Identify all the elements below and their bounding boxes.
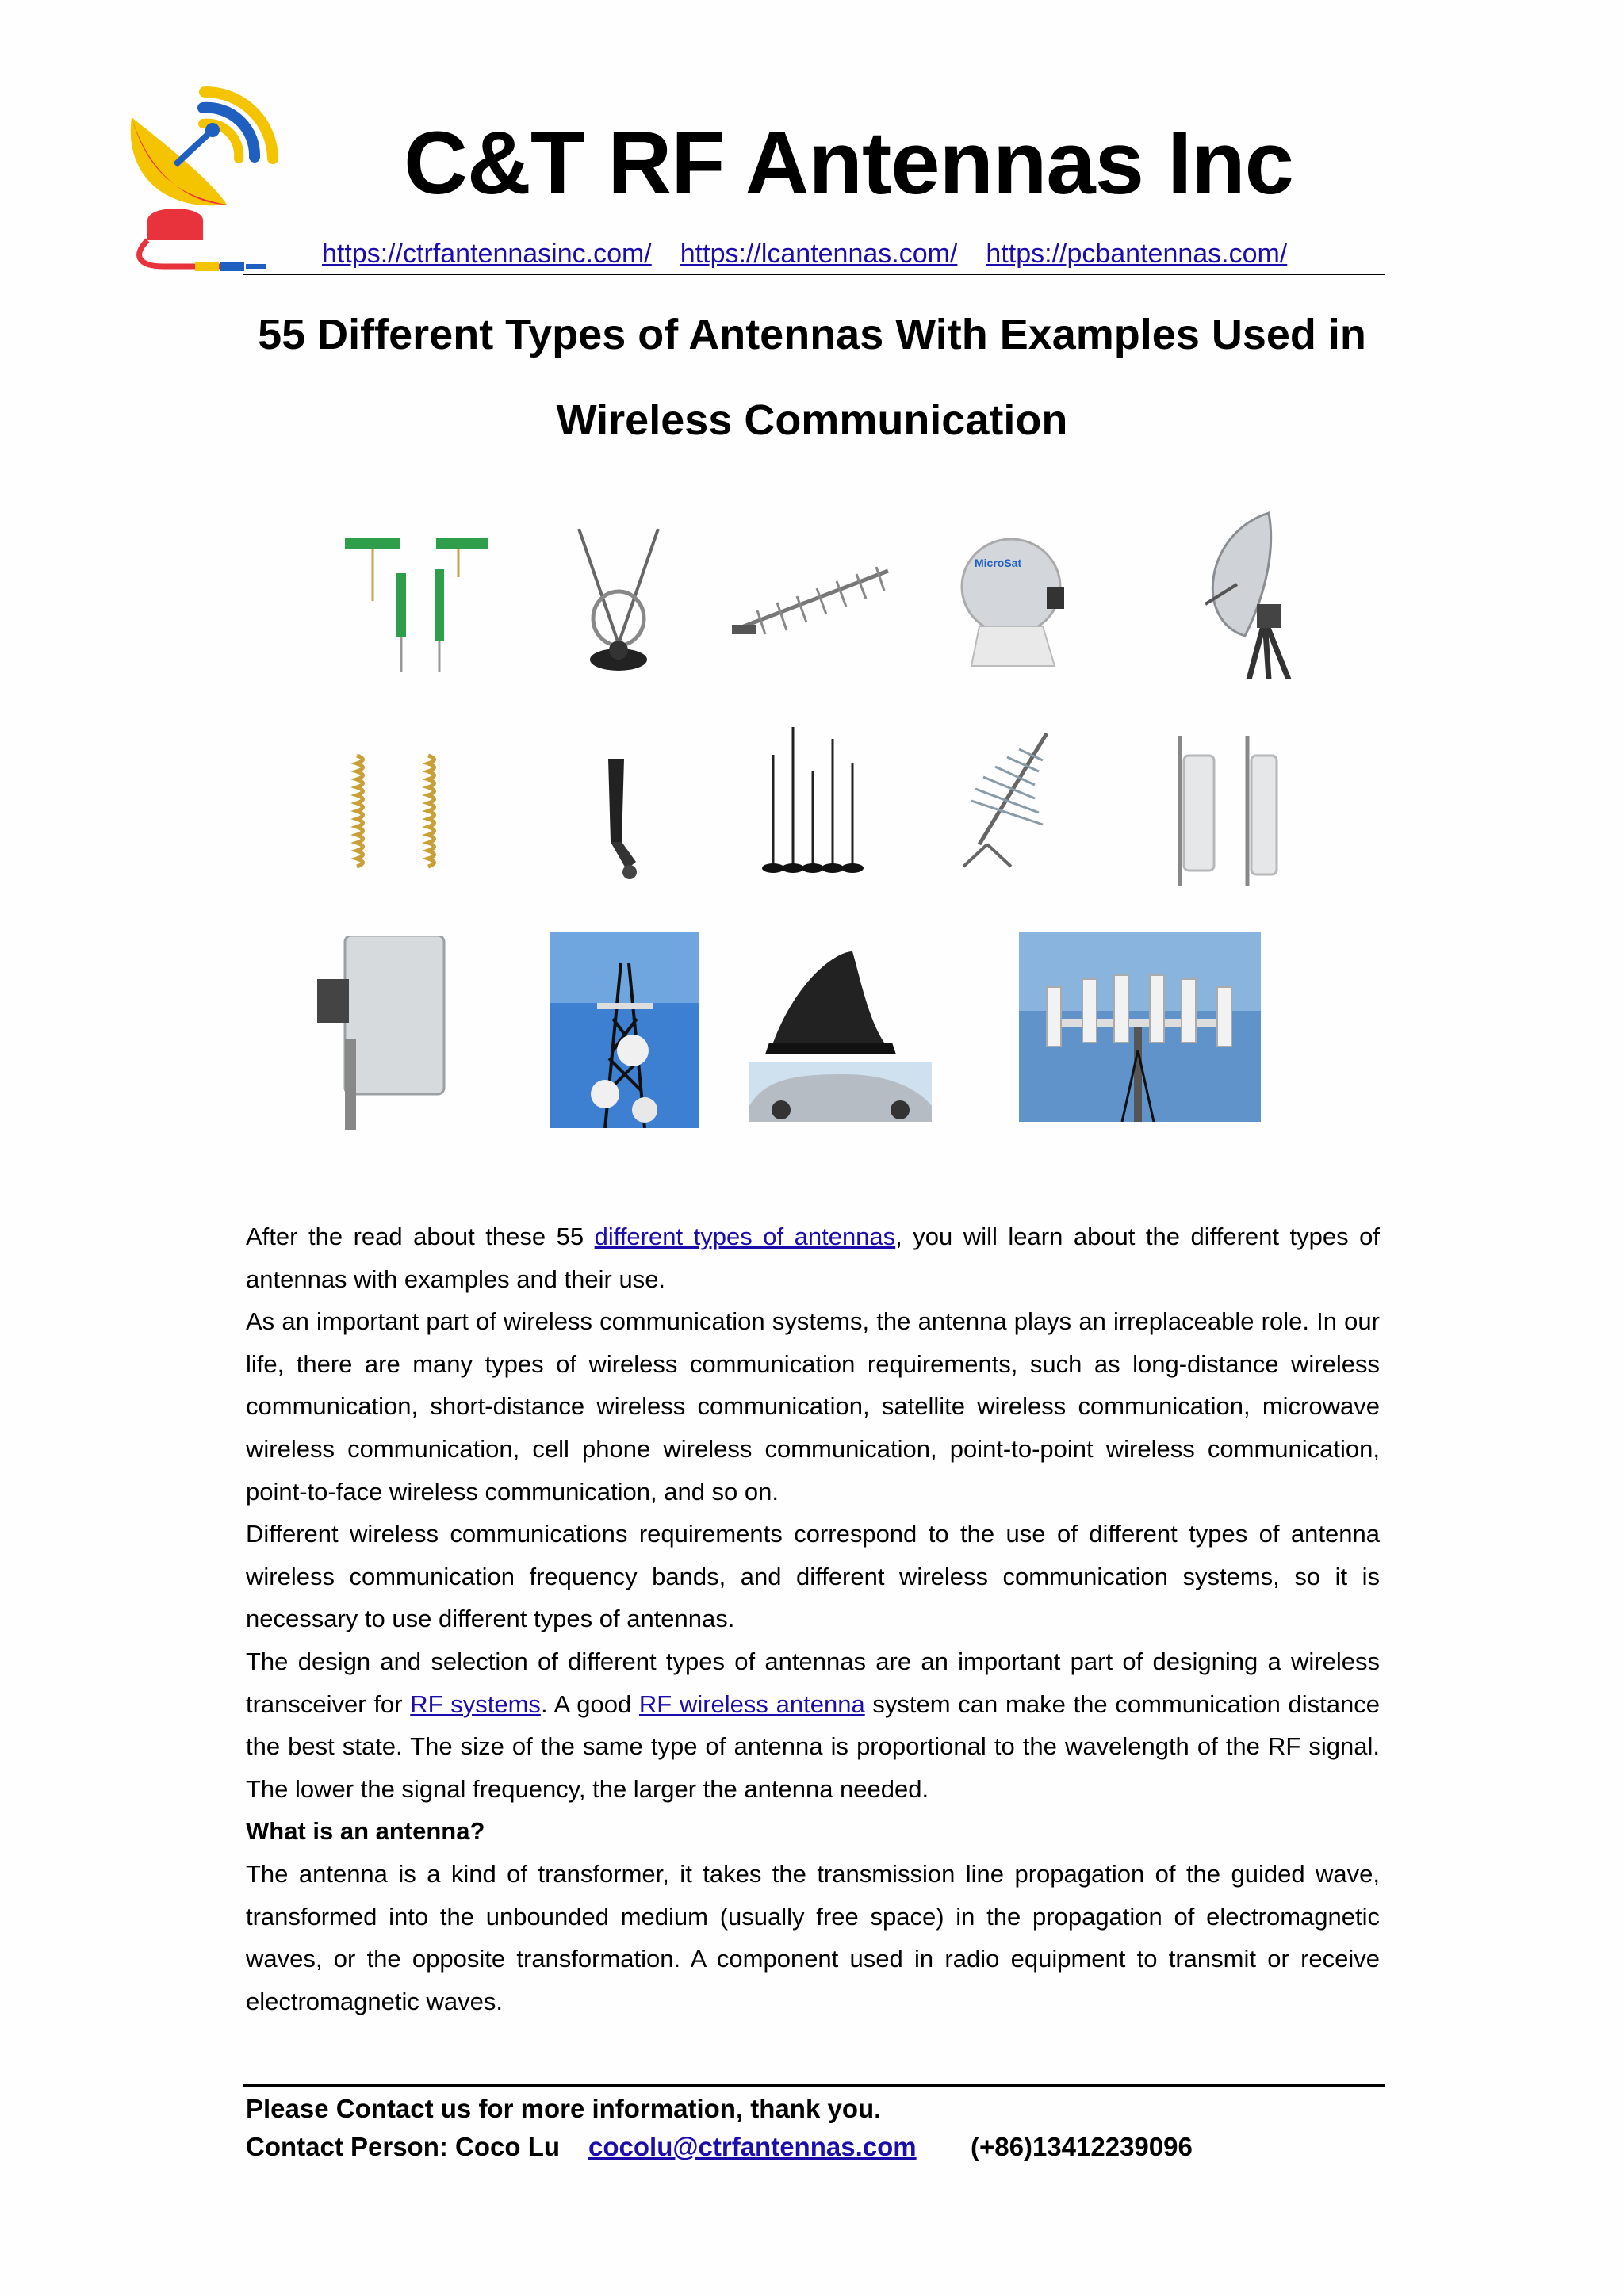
microsat-logo-text: MicroSat: [975, 557, 1022, 569]
yagi-antenna-image: [726, 555, 896, 642]
company-name: C&T RF Antennas Inc: [404, 113, 1293, 212]
paragraph-design: [246, 1640, 1380, 1810]
header-links: [322, 238, 1385, 270]
spring-antennas-image: [341, 752, 452, 886]
satellite-dish-logo-icon: [116, 86, 282, 276]
intro-text: After the read about these 55: [246, 1223, 595, 1250]
design-text-end: system can make the communication distance the best state. The size of the same type of antenna is proportional to the wavelength of the RF signal. The lower the signal frequency, the larger the antenna needed.: [246, 1689, 1380, 1803]
link-different-types-of-antennas[interactable]: different types of antennas: [594, 1223, 896, 1250]
log-periodic-antenna-image: [956, 725, 1059, 868]
link-ctrfantennasinc[interactable]: https://ctrfantennasinc.com/: [322, 239, 652, 269]
document-title: [230, 292, 1394, 463]
article-body: [246, 1215, 1380, 2022]
base-station-tower-image: [1019, 932, 1261, 1122]
parabolic-dish-antenna-image: [1189, 509, 1316, 679]
whip-antennas-image: [749, 723, 876, 878]
sector-panel-antennas-image: [1172, 736, 1283, 886]
contact-footer: [246, 2090, 1380, 2166]
footer-message: Please Contact us for more information, thank you.: [246, 2094, 882, 2123]
contact-person: Contact Person: Coco Lu: [246, 2132, 561, 2161]
intro-text-end: , you will learn about the different types of antennas with examples and their use.: [246, 1223, 1380, 1293]
rubber-duck-antenna-image: [588, 755, 644, 882]
design-text-mid: . A good: [540, 1689, 639, 1718]
link-pcbantennas[interactable]: https://pcbantennas.com/: [986, 239, 1288, 269]
link-rf-systems[interactable]: RF systems: [410, 1689, 541, 1718]
footer-divider: [243, 2084, 1385, 2087]
flat-panel-antenna-image: [313, 936, 452, 1130]
link-rf-wireless-antenna[interactable]: RF wireless antenna: [638, 1689, 865, 1718]
paragraph-importance: As an important part of wireless communication systems, the antenna plays an irreplaceable role. In our life, there are many types of wireless communication requirements, such as long-distance wireless communication, short-distance wireless communication, satellite wireless communication, microwave wireless communication, cell phone wireless communication, point-to-point wireless communication, point-to-face wireless communication, and so on.: [246, 1307, 1380, 1506]
company-logo: [116, 86, 282, 276]
contact-phone: (+86)13412239096: [971, 2132, 1193, 2161]
pcb-antennas-image: [341, 530, 492, 688]
cell-tower-image: [550, 932, 699, 1128]
title-line-2: Wireless Communication: [556, 396, 1068, 444]
link-lcantennas[interactable]: https://lcantennas.com/: [680, 239, 958, 269]
contact-email-link[interactable]: cocolu@ctrfantennas.com: [588, 2132, 917, 2161]
paragraph-definition: The antenna is a kind of transformer, it takes the transmission line propagation of the guided wave, transformed into the unbounded medium (usually free space) in the propagation of electromagnetic waves, or the opposite transformation. A component used in radio equipment to transmit or receive electromagnetic waves.: [246, 1859, 1380, 2015]
paragraph-intro: [246, 1215, 1380, 1300]
shark-fin-antenna-image: [749, 947, 932, 1122]
design-text: The design and selection of different types of antennas are an important part of designing a wireless transceiver for: [246, 1647, 1380, 1718]
satellite-dome-antenna-image: [956, 531, 1074, 674]
section-heading: What is an antenna?: [246, 1817, 485, 1846]
rabbit-ear-antenna-image: [571, 525, 666, 675]
contact-row: [246, 2128, 1380, 2166]
paragraph-requirements: Different wireless communications requirements correspond to the use of different types of antenna wireless communication frequency bands, and different wireless communication systems, so it is necessary to use different types of antennas.: [246, 1520, 1380, 1633]
title-line-1: 55 Different Types of Antennas With Examples Used in: [258, 311, 1366, 358]
header-divider: [243, 274, 1385, 275]
